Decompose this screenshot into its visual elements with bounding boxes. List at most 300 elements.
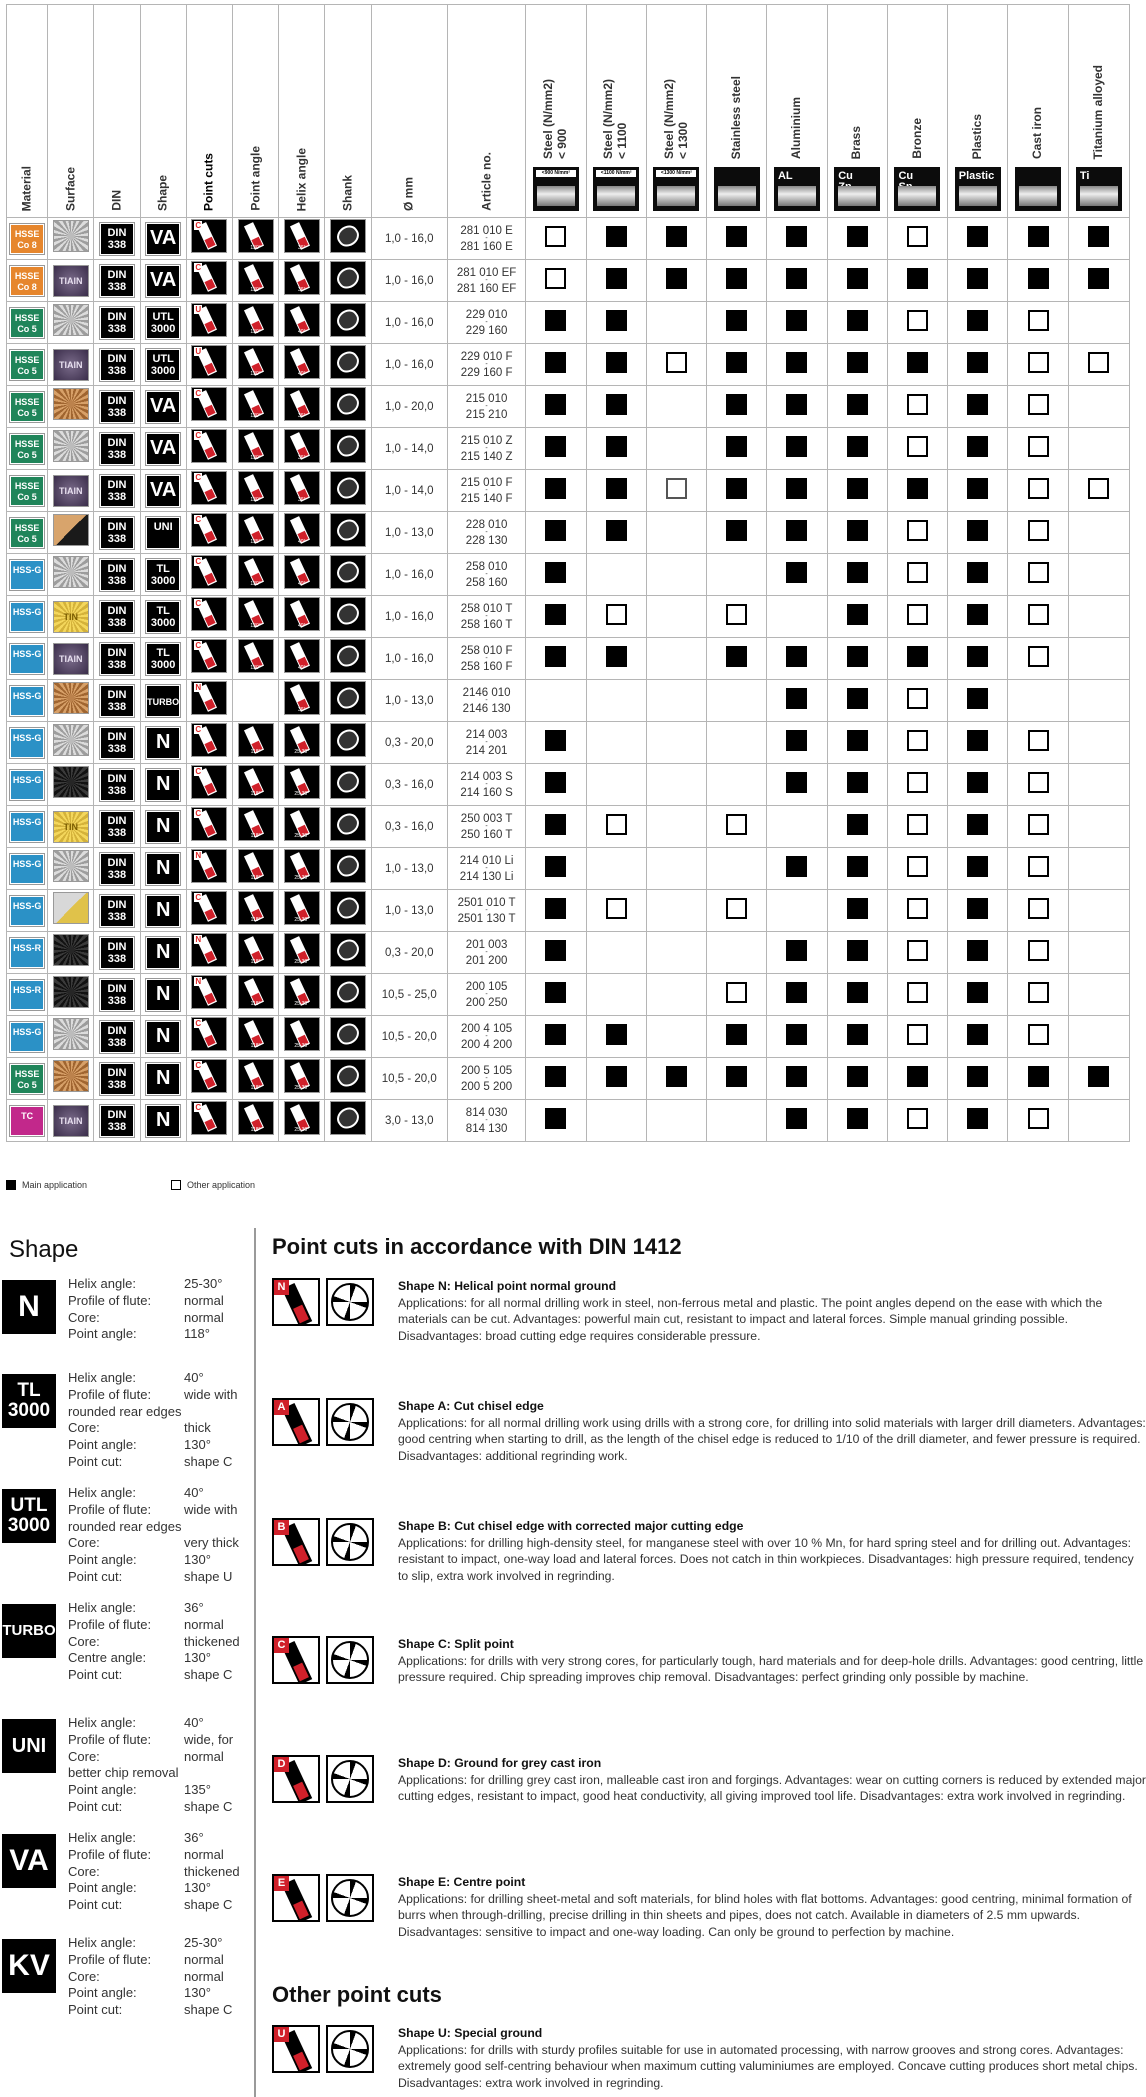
table-row (7, 722, 1130, 764)
cell-article (447, 764, 525, 806)
col-header-shank: Shank (325, 5, 371, 218)
cell-application-7 (948, 386, 1008, 428)
main-application-mark (967, 1024, 988, 1045)
main-application-mark (606, 352, 627, 373)
cell-application-8 (1008, 512, 1068, 554)
cell-application-1 (586, 470, 646, 512)
other-application-mark (907, 310, 928, 331)
cell-application-8 (1008, 722, 1068, 764)
cell-application-1 (586, 764, 646, 806)
main-application-mark (666, 1066, 687, 1087)
main-application-mark (967, 982, 988, 1003)
point-cut-letter: C (195, 389, 202, 398)
cell-shape (140, 386, 186, 428)
cell-application-6 (887, 386, 947, 428)
other-application-mark (726, 898, 747, 919)
helix-angle-value: 40° (298, 329, 306, 335)
shape-property (68, 1485, 252, 1502)
din-badge: DIN 338 (100, 265, 134, 297)
cell-application-3 (707, 302, 767, 344)
point-angle-icon (239, 850, 273, 882)
cell-application-0 (526, 974, 586, 1016)
cell-material (7, 932, 48, 974)
property-label: Core: (68, 1420, 100, 1436)
table-row (7, 344, 1130, 386)
shank-icon (331, 934, 365, 966)
cell-surface (48, 680, 94, 722)
cell-shank (325, 554, 371, 596)
property-value: thickened (184, 1633, 240, 1649)
cell-surface (48, 302, 94, 344)
material-header (948, 5, 1007, 217)
property-value: wide with (184, 1501, 238, 1517)
article-from: 200 5 105 (461, 1064, 513, 1077)
main-application-mark (847, 730, 868, 751)
drill-cross-section-graphic (331, 1641, 369, 1679)
cell-application-6 (887, 680, 947, 722)
cell-application-8 (1008, 1100, 1068, 1142)
cell-material (7, 386, 48, 428)
article-to: 200 4 200 (461, 1038, 513, 1051)
cell-material (7, 302, 48, 344)
cell-application-3 (707, 218, 767, 260)
material-header (526, 5, 585, 217)
shank-graphic (333, 1019, 362, 1048)
cell-application-4 (767, 302, 827, 344)
material-badge: HSSE Co 5 (10, 518, 44, 548)
cell-shank (325, 344, 371, 386)
point-angle-icon (239, 934, 273, 966)
point-cut-letter: N (195, 683, 202, 692)
cell-shank (325, 722, 371, 764)
cell-diameter: 1,0 - 13,0 (371, 680, 447, 722)
material-icon (714, 167, 760, 211)
helix-angle-value: 25-30° (294, 1085, 310, 1091)
cell-application-9 (1068, 344, 1129, 386)
property-value: 130° (184, 1437, 211, 1453)
cell-surface (48, 344, 94, 386)
shape-badge: VA (146, 223, 180, 255)
surface-swatch (54, 1061, 88, 1091)
cell-application-3 (707, 848, 767, 890)
property-label: Point angle: (68, 1985, 137, 2001)
shank-graphic (333, 389, 362, 418)
point-angle-icon (239, 514, 273, 546)
property-label: Core: (68, 1309, 100, 1325)
property-label: better chip removal (68, 1765, 179, 1781)
property-label: Profile of flute: (68, 1846, 152, 1862)
cell-application-5 (827, 512, 887, 554)
helix-angle-value: 25-30° (294, 833, 310, 839)
cell-point-angle (232, 1016, 278, 1058)
material-name: Cast iron (1030, 106, 1045, 159)
cell-din (94, 428, 140, 470)
table-row (7, 764, 1130, 806)
point-cut-icon (192, 850, 226, 882)
material-name: Brass (849, 125, 864, 159)
cell-application-5 (827, 638, 887, 680)
cell-application-2 (646, 1016, 706, 1058)
cell-shank (325, 1058, 371, 1100)
cell-article (447, 344, 525, 386)
main-application-mark (726, 226, 747, 247)
cell-helix-angle (279, 512, 325, 554)
helix-angle-value: 40° (298, 623, 306, 629)
col-header-material-4 (767, 5, 827, 218)
cell-din (94, 806, 140, 848)
property-label: Profile of flute: (68, 1501, 152, 1517)
main-application-mark (786, 856, 807, 877)
point-cut-description (398, 1518, 1146, 1584)
cell-application-2 (646, 428, 706, 470)
shank-icon (331, 640, 365, 672)
cell-application-1 (586, 554, 646, 596)
property-label: Core: (68, 1633, 100, 1649)
cell-point-cut (186, 680, 232, 722)
cell-application-0 (526, 302, 586, 344)
shape-icon: UTL 3000 (2, 1489, 56, 1543)
property-label: Point angle: (68, 1326, 137, 1342)
cell-surface (48, 428, 94, 470)
cell-application-2 (646, 890, 706, 932)
cell-application-5 (827, 470, 887, 512)
point-cut-letter: C (195, 1019, 202, 1028)
article-separator: - (485, 234, 488, 242)
article-from: 2146 010 (462, 686, 511, 699)
cell-application-7 (948, 1016, 1008, 1058)
other-application-mark (907, 982, 928, 1003)
point-angle-value: 118° (250, 917, 261, 923)
article-separator: - (485, 402, 488, 410)
cell-application-6 (887, 722, 947, 764)
cell-surface (48, 932, 94, 974)
cell-shank (325, 260, 371, 302)
other-application-mark (907, 436, 928, 457)
cell-application-4 (767, 680, 827, 722)
drill-cross-section-graphic (331, 2030, 369, 2068)
main-application-mark (726, 1066, 747, 1087)
col-header-material-1 (586, 5, 646, 218)
other-application-mark (907, 814, 928, 835)
surface-swatch: TIAlN (54, 476, 88, 506)
helix-angle-icon (285, 640, 319, 672)
other-application-mark (907, 1108, 928, 1129)
other-application-mark (1028, 436, 1049, 457)
article-separator: - (485, 360, 488, 368)
property-label: Point cut: (68, 1667, 123, 1683)
point-angle-value: 118° (250, 875, 261, 881)
helix-angle-value: 36° (298, 287, 306, 293)
cell-application-4 (767, 764, 827, 806)
cell-application-5 (827, 1058, 887, 1100)
point-cut-title: Shape D: Ground for grey cast iron (398, 1756, 602, 1770)
article-separator: - (485, 738, 488, 746)
point-cut-icon (192, 556, 226, 588)
article-to: 2146 130 (462, 702, 511, 715)
cell-point-angle (232, 512, 278, 554)
filled-square-icon (6, 1180, 16, 1190)
table-row (7, 596, 1130, 638)
cell-shape (140, 680, 186, 722)
shank-icon (331, 808, 365, 840)
main-application-mark (786, 772, 807, 793)
cell-application-9 (1068, 806, 1129, 848)
point-cut-icon (192, 892, 226, 924)
property-value: shape C (184, 2002, 233, 2018)
article-from: 201 003 (465, 938, 508, 951)
property-label: Core: (68, 1968, 100, 1984)
article-separator: - (485, 318, 488, 326)
cell-diameter: 1,0 - 16,0 (371, 596, 447, 638)
cell-din (94, 512, 140, 554)
shape-badge: UNI (146, 517, 180, 549)
material-header (1069, 5, 1129, 217)
cell-application-1 (586, 722, 646, 764)
main-application-mark (847, 646, 868, 667)
cell-surface (48, 470, 94, 512)
material-badge: HSSE Co 5 (10, 392, 44, 422)
cell-surface (48, 512, 94, 554)
main-application-mark (1088, 1066, 1109, 1087)
material-icon (774, 167, 820, 211)
cell-application-7 (948, 554, 1008, 596)
material-name: Aluminium (789, 97, 804, 159)
shape-property (68, 1326, 252, 1343)
point-cut-letter: C (274, 1638, 289, 1653)
other-application-mark (1028, 940, 1049, 961)
shank-icon (331, 388, 365, 420)
cell-din (94, 638, 140, 680)
shape-badge: N (146, 937, 180, 969)
cell-article (447, 890, 525, 932)
cell-helix-angle (279, 386, 325, 428)
point-cut-side-icon (272, 1278, 320, 1326)
cell-article (447, 428, 525, 470)
cell-article (447, 848, 525, 890)
main-application-mark (606, 1024, 627, 1045)
cell-material (7, 764, 48, 806)
table-header-row (7, 5, 1130, 218)
cell-surface (48, 974, 94, 1016)
surface-swatch: TIAlN (54, 644, 88, 674)
cell-helix-angle (279, 932, 325, 974)
cell-shape (140, 260, 186, 302)
cell-application-1 (586, 974, 646, 1016)
cell-application-8 (1008, 764, 1068, 806)
article-to: 201 200 (465, 954, 508, 967)
main-application-mark (786, 310, 807, 331)
cell-application-8 (1008, 848, 1068, 890)
other-application-mark (1028, 562, 1049, 583)
din-badge: DIN 338 (100, 601, 134, 633)
property-label: Point angle: (68, 1880, 137, 1896)
helix-angle-icon (285, 1060, 319, 1092)
point-cut-letter: C (195, 599, 202, 608)
cell-point-cut (186, 848, 232, 890)
din-badge: DIN 338 (100, 937, 134, 969)
cell-article (447, 218, 525, 260)
main-application-mark (847, 310, 868, 331)
cell-article (447, 260, 525, 302)
cell-material (7, 680, 48, 722)
cell-application-4 (767, 1058, 827, 1100)
col-header-material-6 (887, 5, 947, 218)
property-value: normal (184, 1748, 224, 1764)
material-name: Bronze (909, 118, 924, 159)
material-name: Stainless steel (728, 75, 743, 159)
cell-surface (48, 1016, 94, 1058)
article-separator: - (485, 654, 488, 662)
cell-article (447, 596, 525, 638)
cell-application-5 (827, 1016, 887, 1058)
cell-application-6 (887, 344, 947, 386)
main-application-mark (786, 940, 807, 961)
cell-application-4 (767, 428, 827, 470)
point-angle-value: 118° (250, 749, 261, 755)
cell-surface (48, 1100, 94, 1142)
cell-material (7, 512, 48, 554)
cell-application-2 (646, 596, 706, 638)
point-cut-description (398, 1755, 1146, 1805)
cell-application-3 (707, 512, 767, 554)
article-from: 229 010 (465, 308, 508, 321)
cell-application-0 (526, 218, 586, 260)
article-from: 215 010 (465, 392, 508, 405)
shape-badge: N (146, 1063, 180, 1095)
main-application-mark (1088, 226, 1109, 247)
cell-point-angle (232, 722, 278, 764)
material-icon-label: <900 N/mm² (536, 170, 576, 177)
cell-application-4 (767, 848, 827, 890)
point-cut-letter: C (195, 557, 202, 566)
cell-shank (325, 764, 371, 806)
cell-din (94, 974, 140, 1016)
article-to: 214 160 S (460, 786, 513, 799)
cell-application-5 (827, 554, 887, 596)
cell-application-4 (767, 806, 827, 848)
main-application-mark (786, 268, 807, 289)
cell-point-cut (186, 554, 232, 596)
point-cut-letter: C (195, 515, 202, 524)
cell-application-8 (1008, 806, 1068, 848)
article-separator: - (485, 570, 488, 578)
other-application-mark (1028, 898, 1049, 919)
cell-application-6 (887, 260, 947, 302)
cell-article (447, 1100, 525, 1142)
main-application-mark (1028, 1066, 1049, 1087)
cell-application-7 (948, 260, 1008, 302)
drill-cross-section-graphic (331, 1523, 369, 1561)
helix-angle-icon (285, 1102, 319, 1134)
point-cut-top-icon (326, 2025, 374, 2073)
other-application-mark (545, 226, 566, 247)
cell-application-5 (827, 596, 887, 638)
main-application-mark (545, 730, 566, 751)
material-name: Plastics (969, 113, 984, 159)
shank-graphic (333, 767, 362, 796)
cell-application-1 (586, 428, 646, 470)
main-application-mark (847, 940, 868, 961)
cell-helix-angle (279, 1058, 325, 1100)
shape-property (68, 1552, 252, 1569)
material-icon (1015, 167, 1061, 211)
surface-swatch (54, 221, 88, 251)
point-angle-value: 118° (250, 1127, 261, 1133)
cell-point-cut (186, 512, 232, 554)
cell-application-3 (707, 974, 767, 1016)
cell-point-angle (232, 638, 278, 680)
shape-property (68, 1535, 252, 1552)
point-angle-value: 118° (250, 833, 261, 839)
cell-application-4 (767, 1016, 827, 1058)
cell-application-8 (1008, 680, 1068, 722)
cell-application-2 (646, 722, 706, 764)
cell-application-4 (767, 512, 827, 554)
helix-angle-value: 40° (298, 665, 306, 671)
main-application-mark (606, 646, 627, 667)
article-from: 215 010 F (460, 476, 513, 489)
property-label: rounded rear edges (68, 1403, 182, 1419)
cell-application-2 (646, 218, 706, 260)
other-application-mark (1028, 856, 1049, 877)
cell-diameter: 0,3 - 20,0 (371, 932, 447, 974)
cell-shape (140, 218, 186, 260)
cell-application-5 (827, 428, 887, 470)
cell-application-6 (887, 806, 947, 848)
main-application-mark (847, 898, 868, 919)
shape-section (0, 1228, 256, 2097)
article-separator: - (485, 486, 488, 494)
cell-shape (140, 428, 186, 470)
article-to: 215 140 Z (460, 450, 513, 463)
point-cut-letter: N (195, 851, 202, 860)
shank-graphic (333, 305, 362, 334)
shank-icon (331, 304, 365, 336)
property-value: 25-30° (184, 1935, 223, 1950)
surface-swatch: TIN (54, 602, 88, 632)
cell-point-cut (186, 1058, 232, 1100)
shank-graphic (333, 515, 362, 544)
main-application-mark (606, 394, 627, 415)
shape-badge: N (146, 1021, 180, 1053)
point-angle-icon (239, 724, 273, 756)
point-cut-top-icon (326, 1874, 374, 1922)
shape-section-title: Shape (9, 1236, 79, 1263)
material-badge: HSS-G (10, 770, 44, 800)
cell-application-6 (887, 302, 947, 344)
cell-point-cut (186, 386, 232, 428)
cell-application-9 (1068, 428, 1129, 470)
main-application-mark (967, 268, 988, 289)
cell-application-1 (586, 302, 646, 344)
cell-application-6 (887, 1100, 947, 1142)
cell-application-7 (948, 428, 1008, 470)
property-value: 130° (184, 1552, 211, 1568)
article-from: 250 003 T (460, 812, 513, 825)
point-angle-value: 135° (250, 539, 261, 545)
main-application-mark (847, 856, 868, 877)
cell-application-6 (887, 890, 947, 932)
point-cut-description (398, 2025, 1146, 2091)
main-application-mark (786, 436, 807, 457)
cell-helix-angle (279, 554, 325, 596)
material-badge: HSSE Co 5 (10, 350, 44, 380)
article-from: 281 010 EF (456, 266, 517, 279)
cell-application-2 (646, 260, 706, 302)
cell-application-0 (526, 344, 586, 386)
cell-surface (48, 722, 94, 764)
cell-point-cut (186, 1016, 232, 1058)
